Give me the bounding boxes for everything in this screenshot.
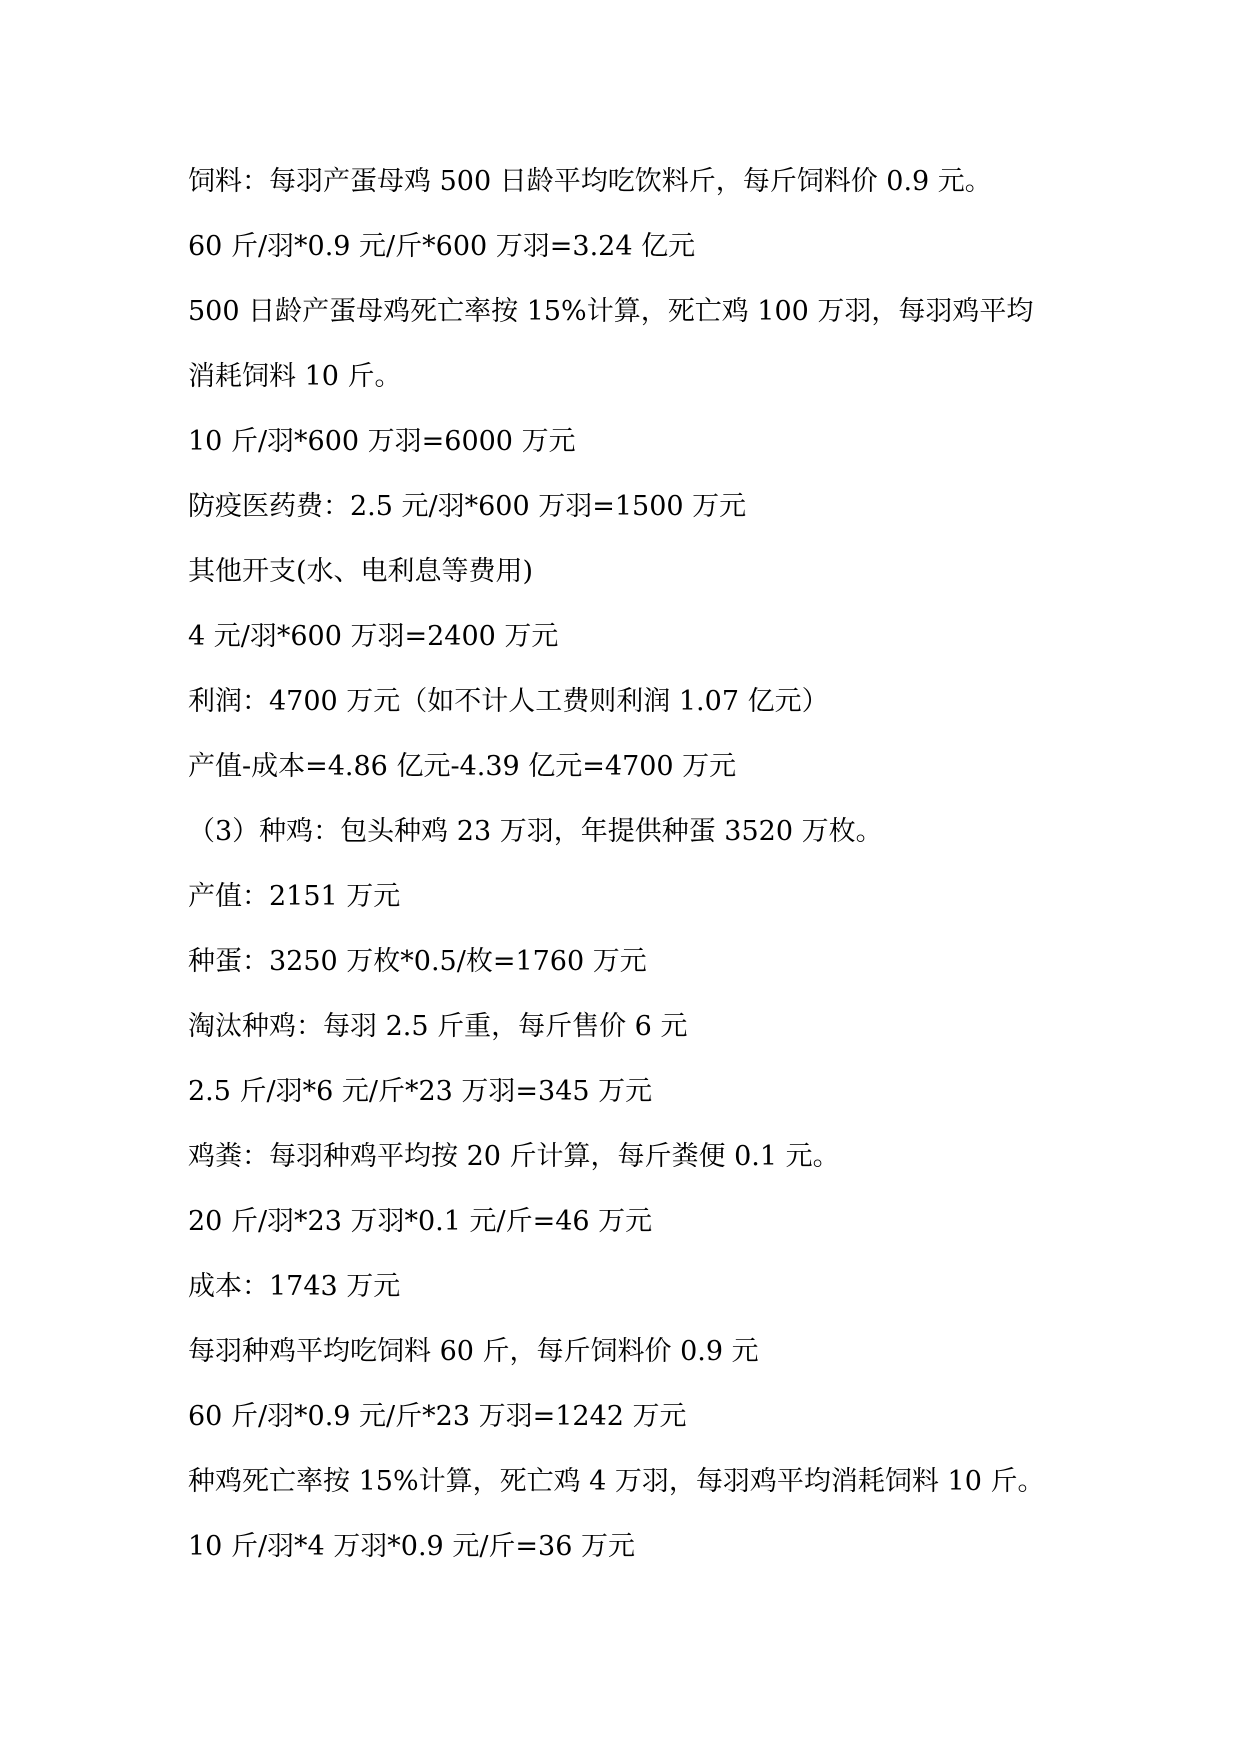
text-line: 每羽种鸡平均吃饲料 60 斤，每斤饲料价 0.9 元 bbox=[188, 1336, 759, 1367]
text-line: 其他开支(水、电利息等费用) bbox=[188, 556, 534, 587]
text-line: 淘汰种鸡：每羽 2.5 斤重，每斤售价 6 元 bbox=[188, 1011, 688, 1042]
text-line: 10 斤/羽*600 万羽=6000 万元 bbox=[188, 426, 576, 457]
text-line: 成本：1743 万元 bbox=[188, 1271, 401, 1302]
text-line: 消耗饲料 10 斤。 bbox=[188, 361, 402, 392]
text-line: 60 斤/羽*0.9 元/斤*23 万羽=1242 万元 bbox=[188, 1401, 687, 1432]
text-line: 20 斤/羽*23 万羽*0.1 元/斤=46 万元 bbox=[188, 1206, 653, 1237]
section-heading: （3）种鸡：包头种鸡 23 万羽，年提供种蛋 3520 万枚。 bbox=[188, 816, 883, 847]
text-line: 饲料：每羽产蛋母鸡 500 日龄平均吃饮料斤，每斤饲料价 0.9 元。 bbox=[188, 166, 992, 197]
text-line: 鸡粪：每羽种鸡平均按 20 斤计算，每斤粪便 0.1 元。 bbox=[188, 1141, 840, 1172]
text-line: 10 斤/羽*4 万羽*0.9 元/斤=36 万元 bbox=[188, 1531, 635, 1562]
text-line: 4 元/羽*600 万羽=2400 万元 bbox=[188, 621, 559, 652]
text-line: 种鸡死亡率按 15%计算，死亡鸡 4 万羽，每羽鸡平均消耗饲料 10 斤。 bbox=[188, 1466, 1045, 1497]
text-line: 利润：4700 万元（如不计人工费则利润 1.07 亿元） bbox=[188, 686, 829, 717]
text-line: 种蛋：3250 万枚*0.5/枚=1760 万元 bbox=[188, 946, 647, 977]
text-line: 产值：2151 万元 bbox=[188, 881, 401, 912]
text-line: 产值-成本=4.86 亿元-4.39 亿元=4700 万元 bbox=[188, 751, 737, 782]
text-line: 防疫医药费：2.5 元/羽*600 万羽=1500 万元 bbox=[188, 491, 747, 522]
text-line: 500 日龄产蛋母鸡死亡率按 15%计算，死亡鸡 100 万羽，每羽鸡平均 bbox=[188, 296, 1034, 327]
document-body bbox=[188, 164, 1088, 1594]
text-line: 2.5 斤/羽*6 元/斤*23 万羽=345 万元 bbox=[188, 1076, 653, 1107]
text-line: 60 斤/羽*0.9 元/斤*600 万羽=3.24 亿元 bbox=[188, 231, 696, 262]
